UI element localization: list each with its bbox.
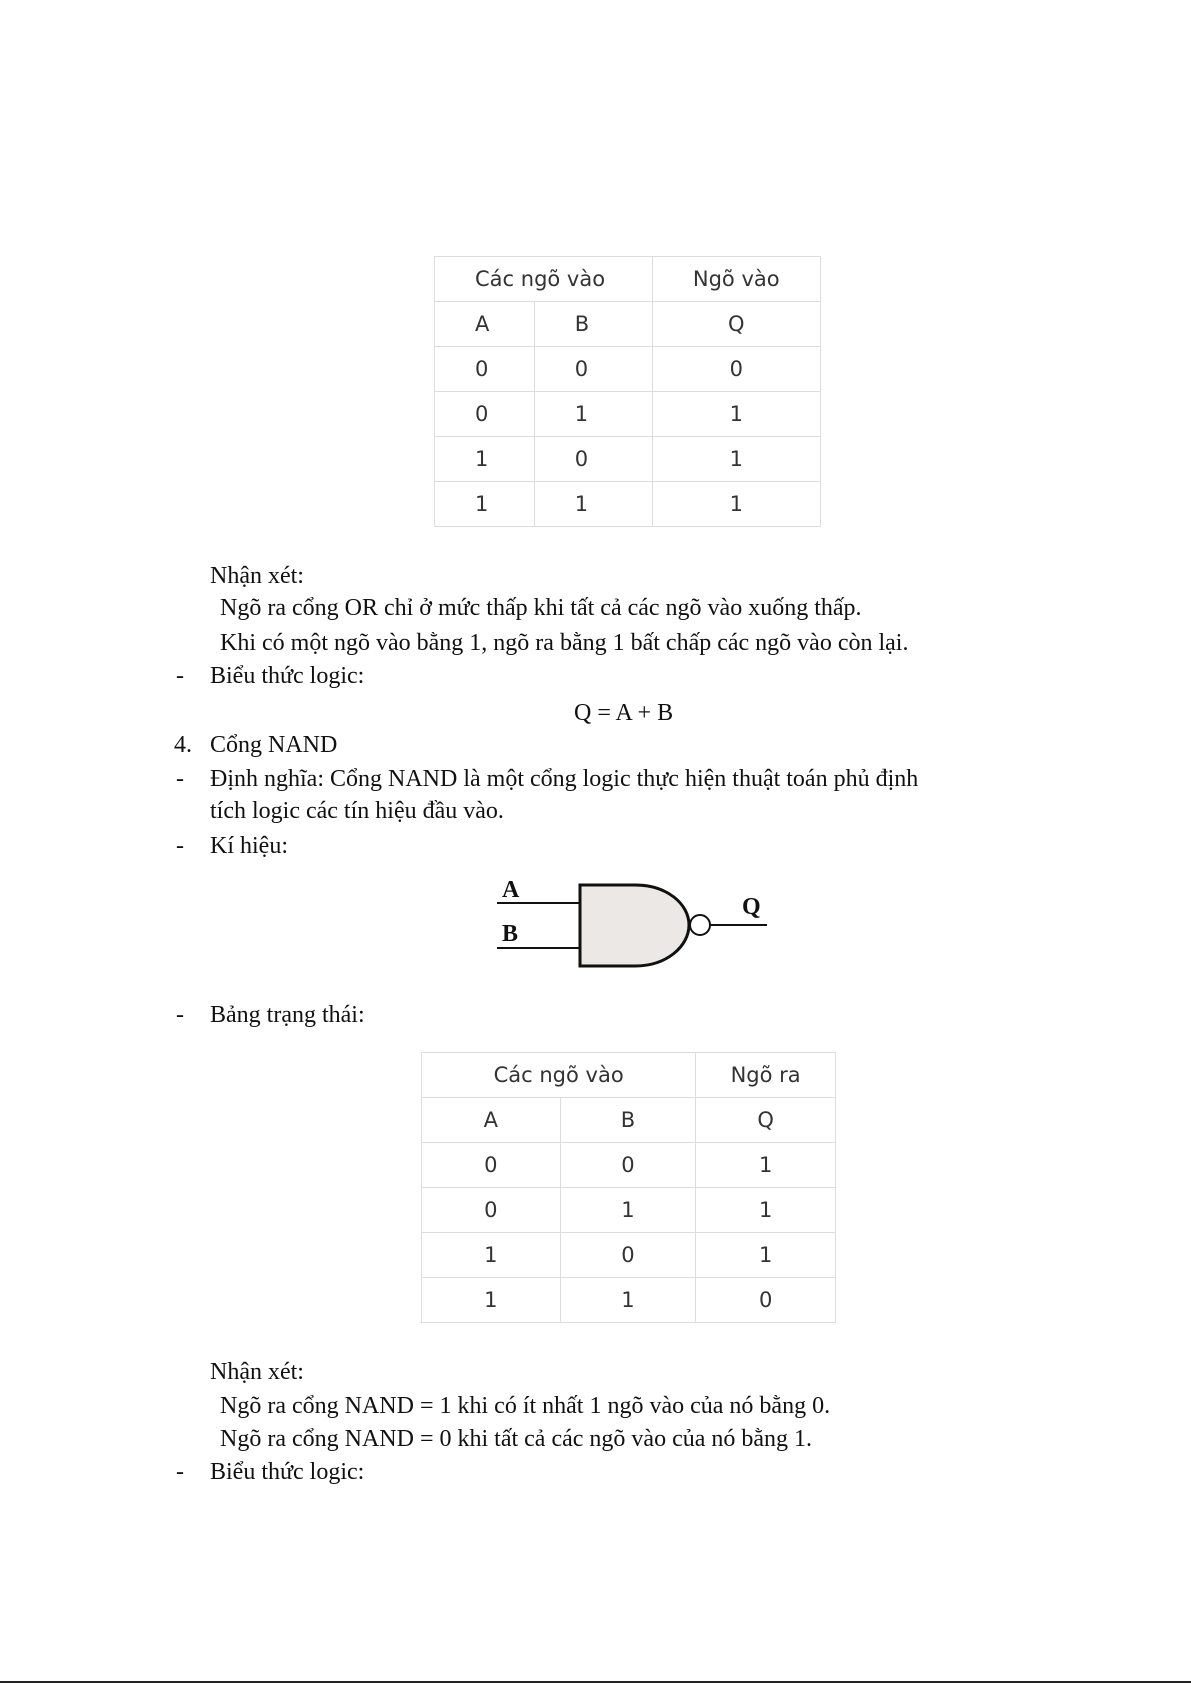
dash-marker: - (176, 663, 184, 689)
or-note-2: Khi có một ngõ vào bằng 1, ngõ ra bằng 1 bất chấp các ngõ vào còn lại. (220, 630, 909, 656)
cell: 0 (435, 392, 535, 437)
or-notes-title: Nhận xét: (210, 563, 304, 589)
cell: 0 (560, 1233, 696, 1278)
inversion-bubble (690, 915, 710, 935)
table-row (422, 1233, 836, 1278)
col-b: B (560, 1098, 696, 1143)
nand-gate-diagram (495, 870, 775, 980)
col-a: A (435, 302, 535, 347)
nand-gate-body (580, 885, 689, 966)
table-row (422, 1143, 836, 1188)
col-q: Q (696, 1098, 836, 1143)
table-row (422, 1278, 836, 1323)
nand-notes-title: Nhận xét: (210, 1359, 304, 1385)
table-row (435, 392, 821, 437)
cell: 1 (560, 1278, 696, 1323)
table-row (422, 1053, 836, 1098)
table-row (435, 257, 821, 302)
cell: 0 (435, 347, 535, 392)
dash-marker: - (176, 1459, 184, 1485)
section-title: Cổng NAND (210, 732, 338, 758)
or-formula: Q = A + B (574, 700, 674, 726)
cell: 1 (696, 1188, 836, 1233)
cell: 0 (422, 1188, 561, 1233)
header-output: Ngõ ra (696, 1053, 836, 1098)
cell: 0 (422, 1143, 561, 1188)
cell: 0 (534, 437, 652, 482)
dash-marker: - (176, 766, 184, 792)
cell: 1 (435, 482, 535, 527)
cell: 1 (696, 1143, 836, 1188)
col-q: Q (652, 302, 820, 347)
cell: 1 (560, 1188, 696, 1233)
header-inputs: Các ngõ vào (435, 257, 653, 302)
nand-note-2: Ngõ ra cổng NAND = 0 khi tất cả các ngõ vào của nó bằng 1. (220, 1426, 813, 1452)
table-row (435, 302, 821, 347)
table-row (422, 1098, 836, 1143)
page-bottom-rule (0, 1681, 1191, 1683)
nand-truth-table (421, 1052, 836, 1323)
table-row (435, 347, 821, 392)
cell: 1 (534, 392, 652, 437)
dash-marker: - (176, 1002, 184, 1028)
input-a-label: A (502, 877, 520, 903)
nand-symbol-label: Kí hiệu: (210, 833, 288, 859)
nand-definition-line1: Định nghĩa: Cổng NAND là một cổng logic thực hiện thuật toán phủ định (210, 766, 919, 792)
header-output: Ngõ vào (652, 257, 820, 302)
nand-state-label: Bảng trạng thái: (210, 1002, 365, 1028)
input-b-label: B (502, 921, 519, 947)
nand-definition-line2: tích logic các tín hiệu đầu vào. (210, 798, 504, 824)
cell: 1 (652, 437, 820, 482)
or-note-1: Ngõ ra cổng OR chỉ ở mức thấp khi tất cả các ngõ vào xuống thấp. (220, 595, 862, 621)
nand-logic-label: Biểu thức logic: (210, 1459, 365, 1485)
output-q-label: Q (742, 894, 761, 920)
cell: 1 (435, 437, 535, 482)
cell: 1 (652, 482, 820, 527)
cell: 0 (560, 1143, 696, 1188)
cell: 0 (696, 1278, 836, 1323)
cell: 1 (534, 482, 652, 527)
cell: 1 (422, 1278, 561, 1323)
nand-note-1: Ngõ ra cổng NAND = 1 khi có ít nhất 1 ngõ vào của nó bằng 0. (220, 1393, 831, 1419)
dash-marker: - (176, 833, 184, 859)
col-b: B (534, 302, 652, 347)
table-row (422, 1188, 836, 1233)
cell: 1 (696, 1233, 836, 1278)
section-number: 4. (174, 732, 192, 758)
table-row (435, 482, 821, 527)
cell: 0 (534, 347, 652, 392)
cell: 1 (422, 1233, 561, 1278)
table-row (435, 437, 821, 482)
cell: 0 (652, 347, 820, 392)
or-logic-label: Biểu thức logic: (210, 663, 365, 689)
or-truth-table (434, 256, 821, 527)
cell: 1 (652, 392, 820, 437)
header-inputs: Các ngõ vào (422, 1053, 696, 1098)
col-a: A (422, 1098, 561, 1143)
